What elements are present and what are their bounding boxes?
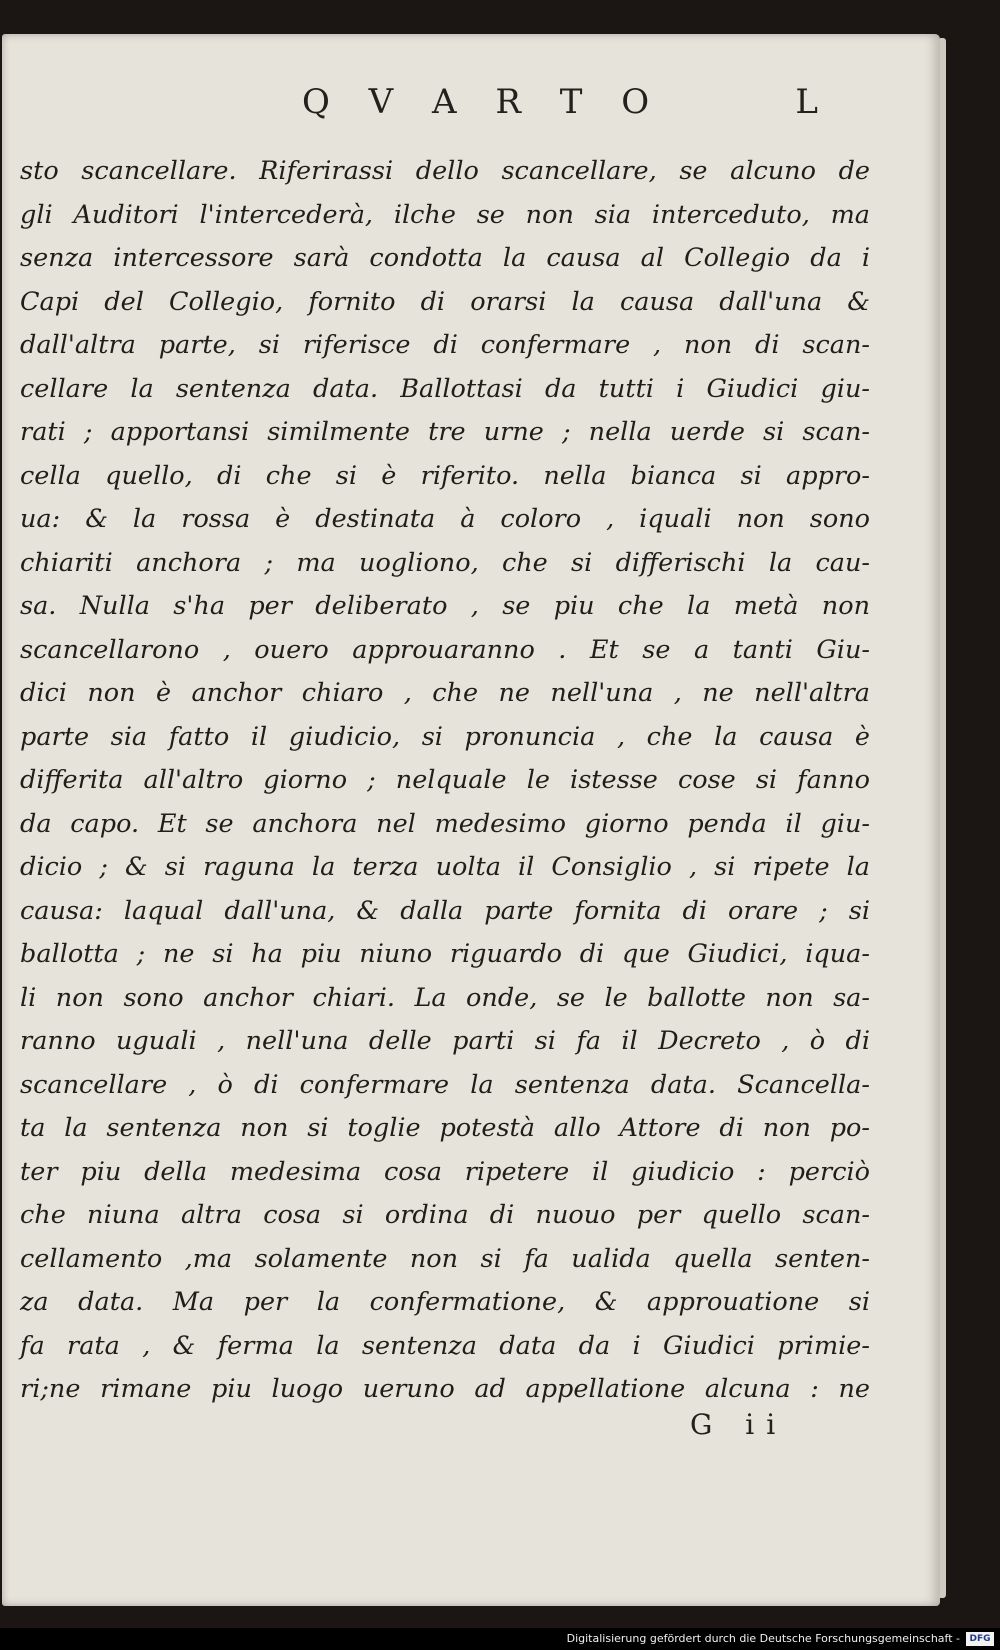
text-line: ta la sentenza non si toglie potestà allo Attore di non po- xyxy=(20,1113,870,1143)
text-line: senza intercessore sarà condotta la causa al Collegio da i xyxy=(20,243,870,273)
text-line: rati ; apportansi similmente tre urne ; nella uerde si scan- xyxy=(20,417,870,447)
running-head: Q V A R T O xyxy=(302,82,664,122)
text-line: ranno uguali , nell'una delle parti si fa il Decreto , ò di xyxy=(20,1026,870,1056)
text-line: dicio ; & si raguna la terza uolta il Consiglio , si ripete la xyxy=(20,852,870,882)
text-line: ballotta ; ne si ha piu niuno riguardo di que Giudici, iqua- xyxy=(20,939,870,969)
text-line: ua: & la rossa è destinata à coloro , iquali non sono xyxy=(20,504,870,534)
text-line: sto scancellare. Riferirassi dello scancellare, se alcuno de xyxy=(20,156,870,186)
text-line: scancellarono , ouero approuaranno . Et se a tanti Giu- xyxy=(20,634,870,665)
text-block xyxy=(20,150,870,1412)
text-line: ri;ne rimane piu luogo ueruno ad appellatione alcuna : ne xyxy=(20,1374,870,1404)
dfg-logo: DFG xyxy=(966,1632,994,1646)
text-line: fa rata , & ferma la sentenza data da i Giudici primie- xyxy=(20,1330,870,1361)
funding-credit: Digitalisierung gefördert durch die Deutsche Forschungsgemeinschaft - xyxy=(566,1632,960,1645)
text-line: da capo. Et se anchora nel medesimo giorno penda il giu- xyxy=(20,808,870,839)
text-line: sa. Nulla s'ha per deliberato , se piu che la metà non xyxy=(20,591,870,621)
text-line: differita all'altro giorno ; nelquale le istesse cose si fanno xyxy=(20,765,870,795)
text-line: che niuna altra cosa si ordina di nuouo per quello scan- xyxy=(20,1200,870,1230)
folio-number: L xyxy=(795,82,818,122)
text-line: cellare la sentenza data. Ballottasi da tutti i Giudici giu- xyxy=(20,373,870,404)
text-line: ter piu della medesima cosa ripetere il giudicio : perciò xyxy=(20,1156,870,1187)
text-line: causa: laqual dall'una, & dalla parte fornita di orare ; si xyxy=(20,895,870,926)
text-line: Capi del Collegio, fornito di orarsi la causa dall'una & xyxy=(20,286,870,317)
signature-mark: G ii xyxy=(690,1408,788,1441)
text-line: parte sia fatto il giudicio, si pronuncia , che la causa è xyxy=(20,721,870,752)
text-line: cellamento ,ma solamente non si fa ualida quella senten- xyxy=(20,1243,870,1274)
text-line: scancellare , ò di confermare la sentenza data. Scancella- xyxy=(20,1069,870,1100)
text-line: dici non è anchor chiaro , che ne nell'una , ne nell'altra xyxy=(20,678,870,708)
text-line: chiariti anchora ; ma uogliono, che si differischi la cau- xyxy=(20,547,870,578)
text-line: gli Auditori l'intercederà, ilche se non sia interceduto, ma xyxy=(20,199,870,230)
book-page xyxy=(2,34,940,1606)
text-line: za data. Ma per la confermatione, & approuatione si xyxy=(20,1287,870,1317)
text-line: dall'altra parte, si riferisce di confermare , non di scan- xyxy=(20,330,870,360)
text-line: cella quello, di che si è riferito. nella bianca si appro- xyxy=(20,460,870,491)
text-line: li non sono anchor chiari. La onde, se le ballotte non sa- xyxy=(20,982,870,1013)
digitization-footer xyxy=(0,1628,1000,1650)
